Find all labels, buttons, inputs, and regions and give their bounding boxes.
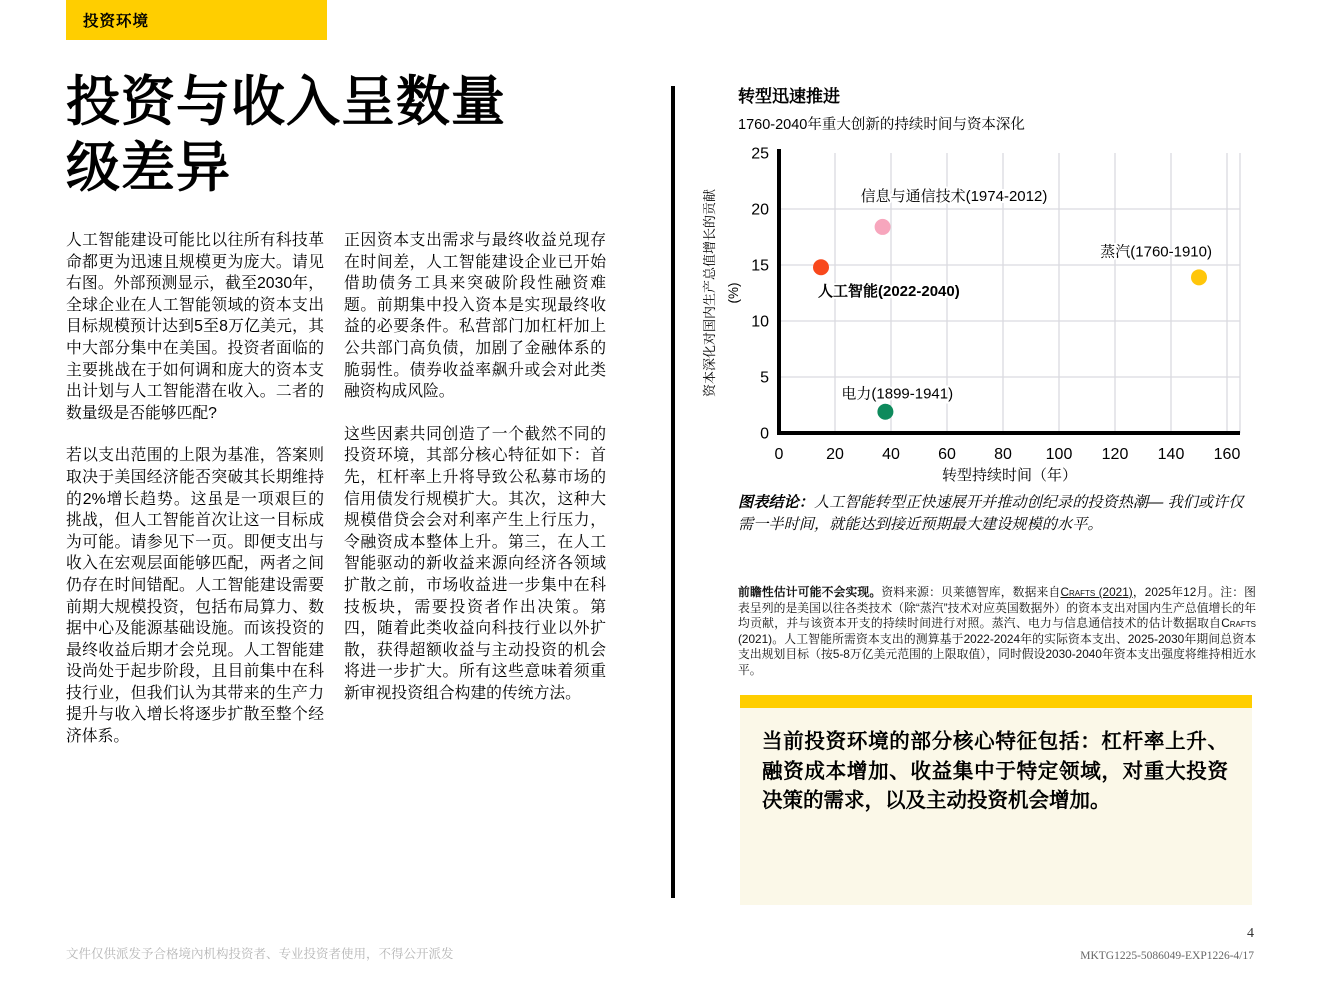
callout-accent-bar [740, 695, 1252, 708]
crafts-source-mention: Crafts (2021) [738, 616, 1256, 646]
data-point-label-ict: 信息与通信技术(1974-2012) [860, 187, 1048, 205]
y-tick-label: 20 [751, 201, 769, 219]
body-paragraph: 若以支出范围的上限为基准，答案则取决于美国经济能否突破其长期维持的2%增长趋势。这虽是一项艰巨的挑战，但人工智能首次让这一目标成为可能。请参见下一页。即便支出与收入在宏观层面能够匹配，两者之间仍存在时间错配。人工智能建设需要前期大规模投资，包括布局算力、数据中心及能源基础设施。而该投资的最终收益后期才会兑现。人工智能建设尚处于起步阶段，且目前集中在科技行业，但我们认为其带来的生产力提升与收入增长将逐步扩散至整个经济体系。 [66, 447, 324, 746]
x-axis-title: 转型持续时间（年） [941, 467, 1078, 484]
data-point-label-electricity: 电力(1899-1941) [841, 385, 954, 403]
footnote [738, 585, 1256, 679]
chart-header [738, 82, 1254, 134]
scatter-chart-svg [700, 145, 1256, 490]
footer-disclaimer: 文件仅供派发予合格境內机构投资者、专业投资者使用，不得公开派发 [66, 947, 454, 961]
section-tag-label: 投资环境 [83, 13, 150, 30]
y-tick-label: 10 [751, 313, 769, 331]
x-tick-label: 160 [1213, 446, 1241, 463]
x-tick-label: 140 [1157, 446, 1185, 463]
section-tag [66, 0, 327, 40]
x-tick-label: 120 [1101, 446, 1129, 463]
footnote-text-1: 资料来源：贝莱德智库，数据来自 [881, 585, 1061, 599]
data-point-steam [1191, 269, 1207, 285]
chart-conclusion-text: 人工智能转型正快速展开并推动创纪录的投资热潮— 我们或许仅需一半时间，就能达到接近预期最大建设规模的水平。 [738, 494, 1244, 533]
y-tick-label: 5 [760, 369, 769, 387]
vertical-divider [671, 86, 675, 898]
page-number: 4 [1247, 926, 1254, 941]
callout-text: 当前投资环境的部分核心特征包括：杠杆率上升、融资成本增加、收益集中于特定领域，对重大投资决策的需求，以及主动投资机会增加。 [762, 730, 1228, 812]
scatter-chart [700, 145, 1256, 490]
body-paragraph: 人工智能建设可能比以往所有科技革命都更为迅速且规模更为庞大。请见右图。外部预测显示，截至2030年，全球企业在人工智能领域的资本支出目标规模预计达到5至8万亿美元，其中大部分集中在美国。投资者面临的主要挑战在于如何调和庞大的资本支出计划与人工智能潜在收入。二者的数量级是否能够匹配? [66, 232, 324, 422]
x-tick-label: 20 [826, 446, 844, 463]
y-tick-label: 25 [751, 145, 769, 163]
body-column-2 [344, 230, 606, 725]
x-tick-label: 40 [882, 446, 900, 463]
data-point-ai [813, 259, 829, 275]
data-point-electricity [877, 404, 893, 420]
body-paragraph: 这些因素共同创造了一个截然不同的投资环境，其部分核心特征如下：首先，杠杆率上升将导致公私募市场的信用债发行规模扩大。其次，这种大规模借贷会会对利率产生上行压力，令融资成本整体上升。第三，在人工智能驱动的新收益来源向经济各领域扩散之前，市场收益进一步集中在科技板块，需要投资者作出决策。第四，随着此类收益向科技行业以外扩散，获得超额收益与主动投资的机会将进一步扩大。所有这些意味着须重新审视投资组合构建的传统方法。 [344, 425, 606, 702]
body-column-1 [66, 230, 324, 769]
x-tick-label: 60 [938, 446, 956, 463]
y-axis-title: 资本深化对国内生产总值增长的贡献 [702, 188, 717, 398]
x-tick-label: 80 [994, 446, 1012, 463]
footnote-text-2: ，2025年12月。注：图表呈列的是美国以往各类技术（除“蒸汽”技术对应英国数据外）的资本支出对国内生产总值增长的年均贡献，并与该资本开支的持续时间进行对照。蒸汽、电力与信息通信技术的估计数据取自 [738, 585, 1256, 631]
x-tick-label: 100 [1045, 446, 1073, 463]
y-tick-label: 0 [760, 425, 769, 443]
footnote-lead: 前瞻性估计可能不会实现。 [738, 585, 882, 599]
y-axis-title-units: (%) [726, 282, 741, 304]
page-title-line1: 投资与收入呈数量 [66, 72, 506, 132]
chart-conclusion-lead: 图表结论： [738, 494, 814, 511]
y-tick-label: 15 [751, 257, 769, 275]
data-point-label-steam: 蒸汽(1760-1910) [1100, 243, 1212, 261]
body-paragraph: 正因资本支出需求与最终收益兑现存在时间差，人工智能建设企业已开始借助债务工具来突破阶段性融资难题。前期集中投入资本是实现最终收益的必要条件。私营部门加杠杆加上公共部门高负债，加剧了金融体系的脆弱性。债券收益率飙升或会对此类融资构成风险。 [344, 232, 606, 401]
chart-subtitle: 1760-2040年重大创新的持续时间与资本深化 [738, 117, 1025, 133]
chart-title: 转型迅速推进 [738, 87, 840, 106]
document-code: MKTG1225-5086049-EXP1226-4/17 [1080, 950, 1254, 962]
chart-conclusion [738, 492, 1254, 535]
crafts-source-link[interactable]: Crafts (2021) [1060, 585, 1133, 599]
footnote-text-3: 。人工智能所需资本支出的测算基于2022-2024年的实际资本支出、2025-2030年期间总资本支出规划目标（按5-8万亿美元范围的上限取值），同时假设2030-2040年资本支出强度将维持相近水平。 [738, 631, 1256, 677]
key-features-callout [740, 695, 1252, 905]
page-title-line2: 级差异 [66, 137, 231, 198]
x-tick-label: 0 [774, 446, 784, 463]
data-point-ict [875, 219, 891, 235]
page-title [66, 70, 626, 202]
data-point-label-ai: 人工智能(2022-2040) [818, 283, 960, 301]
